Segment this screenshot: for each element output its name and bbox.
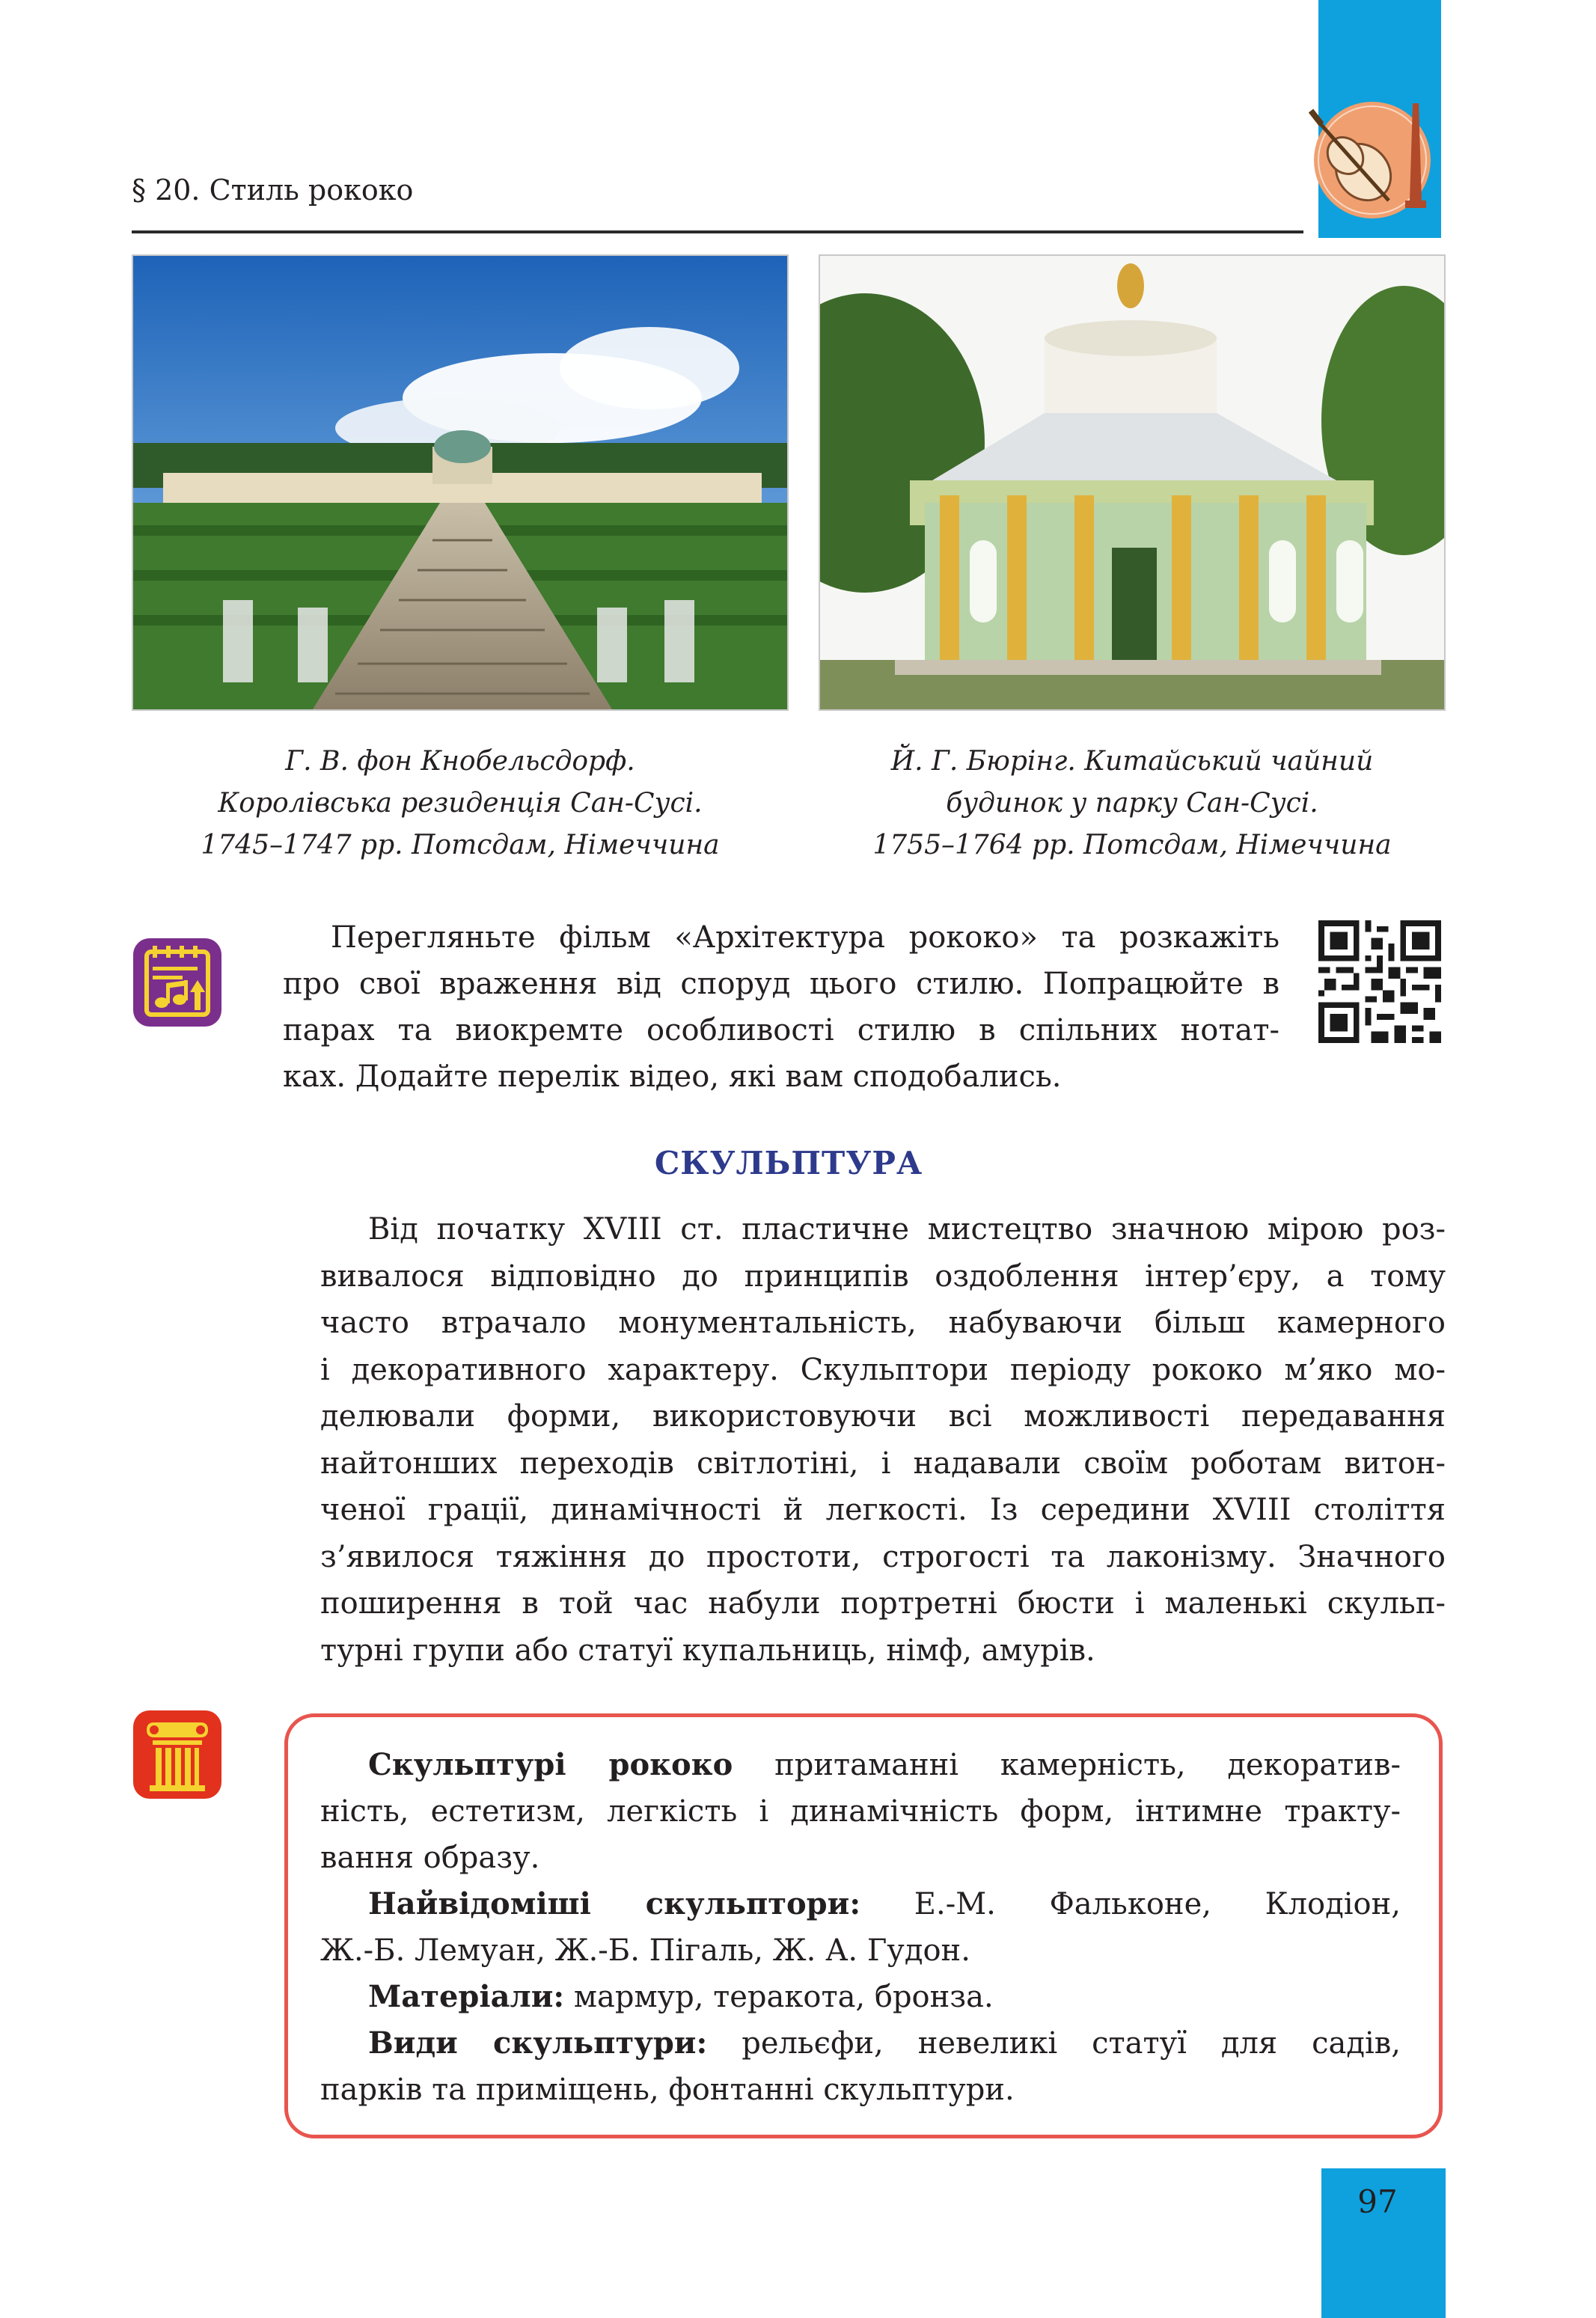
- info-term: Скульптурі рококо: [368, 1747, 733, 1782]
- photo-sanssouci-palace: [132, 254, 789, 711]
- info-text: мармур, теракота, бронза.: [564, 1980, 994, 2014]
- text-line: [320, 1742, 1401, 1788]
- text-line: вивалося відповідно до принципів оздоблення інтер’єру, а тому: [320, 1259, 1446, 1294]
- text-line: [320, 1881, 1401, 1927]
- caption-line: Королівська резиденція Сан-Сусі.: [218, 788, 703, 819]
- caption-sanssouci: [132, 741, 789, 866]
- text-line: про свої враження від споруд цього стилю. Попрацюйте в: [283, 967, 1279, 1001]
- ionic-column-icon: [130, 1707, 224, 1802]
- info-term: Матеріали:: [368, 1979, 565, 2014]
- info-text: Е.-М. Фальконе, Клодіон,: [860, 1887, 1401, 1921]
- page-number: 97: [1357, 2183, 1398, 2220]
- info-text: притаманні камерність, декоратив-: [733, 1748, 1401, 1782]
- caption-line: 1745–1747 рр. Потсдам, Німеччина: [201, 830, 720, 860]
- qr-code-icon[interactable]: [1318, 920, 1441, 1043]
- info-term: Види скульптури:: [368, 2025, 708, 2061]
- text-line: поширення в той час набули портретні бюсти і маленькі скульп-: [320, 1586, 1446, 1621]
- caption-line: 1755–1764 рр. Потсдам, Німеччина: [872, 830, 1392, 860]
- text-line: Ж.-Б. Лемуан, Ж.-Б. Пігаль, Ж. А. Гудон.: [320, 1933, 970, 1968]
- text-line: ченої грації, динамічності й легкості. Із середини XVIII століття: [320, 1493, 1446, 1527]
- text-line: і декоративного характеру. Скульптори періоду рококо м’яко мо-: [320, 1352, 1446, 1387]
- info-text: рельєфи, невеликі статуї для садів,: [707, 2026, 1401, 2061]
- body-paragraph: [320, 1206, 1446, 1674]
- text-line: з’явилося тяжіння до простоти, строгості та лаконізму. Значного: [320, 1539, 1446, 1574]
- text-line: [320, 1974, 1401, 2020]
- text-line: ність, естетизм, легкість і динамічність форм, інтимне тракту-: [320, 1794, 1401, 1829]
- text-line: турні групи або статуї купальниць, німф, амурів.: [320, 1633, 1095, 1668]
- text-line: Перегляньте фільм «Архітектура рококо» та розкажіть: [331, 920, 1279, 955]
- photo-chinese-tea-house: [819, 254, 1446, 711]
- text-line: парах та виокремте особливості стилю в спільних нотат-: [283, 1013, 1279, 1048]
- music-activity-icon: [130, 935, 224, 1030]
- caption-tea-house: [819, 741, 1446, 866]
- header-rule: [132, 230, 1303, 233]
- section-heading: СКУЛЬПТУРА: [654, 1145, 923, 1181]
- text-line: делювали форми, використовуючи всі можливості передавання: [320, 1399, 1446, 1434]
- text-line: [320, 2020, 1401, 2067]
- info-term: Найвідоміші скульптори:: [368, 1886, 861, 1921]
- task-paragraph: [283, 914, 1279, 1100]
- running-header: § 20. Стиль рококо: [132, 174, 414, 207]
- caption-line: Й. Г. Бюрінг. Китайський чайний: [890, 746, 1374, 777]
- caption-line: будинок у парку Сан-Сусі.: [946, 788, 1318, 819]
- text-line: ках. Додайте перелік відео, які вам сподобались.: [283, 1059, 1062, 1094]
- text-line: часто втрачало монументальність, набуваючи більш камерного: [320, 1306, 1446, 1340]
- info-box-text: [320, 1742, 1401, 2113]
- text-line: найтонших переходів світлотіні, і надавали своїм роботам витон-: [320, 1446, 1446, 1481]
- violin-tower-emblem-icon: [1300, 88, 1434, 221]
- text-line: парків та приміщень, фонтанні скульптури.: [320, 2073, 1015, 2107]
- text-line: вання образу.: [320, 1841, 540, 1875]
- caption-line: Г. В. фон Кнобельсдорф.: [285, 746, 635, 777]
- text-line: Від початку XVIII ст. пластичне мистецтво значною мірою роз-: [368, 1212, 1446, 1247]
